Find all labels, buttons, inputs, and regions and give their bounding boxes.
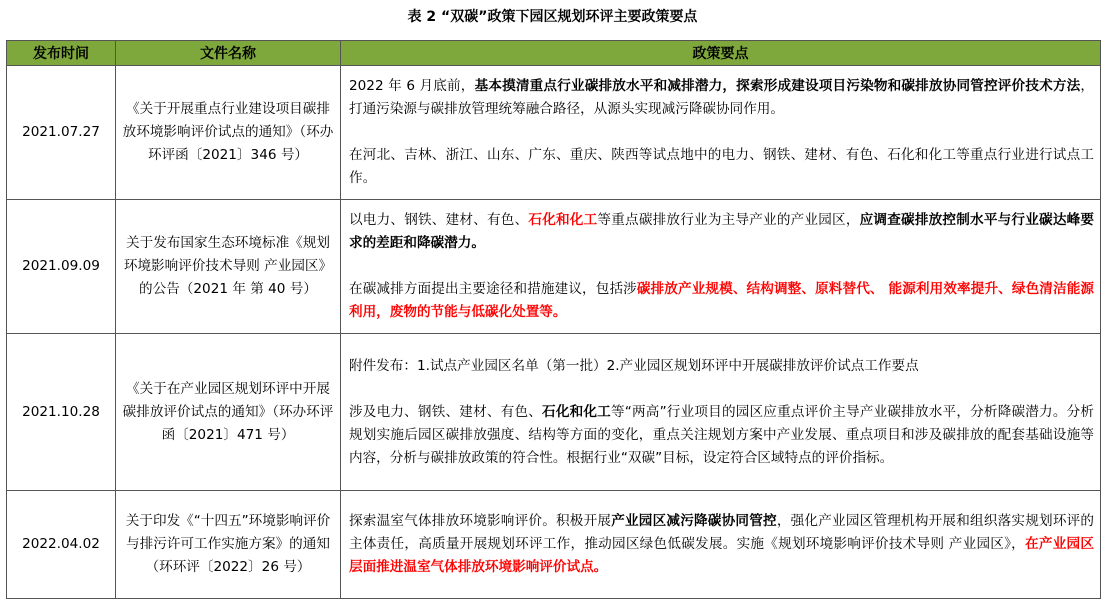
policy-paragraph [349,278,1094,324]
policy-paragraph [349,510,1094,579]
emphasis-bold-text: 基本摸清重点行业碳排放水平和减排潜力，探索形成建设项目污染物和碳排放协同管控评价技术方法 [474,78,1081,94]
document-name: 关于发布国家生态环境标准《规划环境影响评价技术导则 产业园区》的公告（2021 年 第 40 号） [116,200,341,334]
policy-text: ，打通污染源与碳排放管理统筹融合路径，从源头实现减污降碳协同作用。 [349,78,1094,117]
table-row [7,491,1101,599]
policy-points [341,334,1101,491]
table-row [7,334,1101,491]
policy-text: ，强化产业园区管理机构开展和组织落实规划环评的主体责任，高质量开展规划环评工作，推动园区绿色低碳发展。实施《规划环境影响评价技术导则 产业园区》， [349,513,1095,552]
policy-points [341,66,1101,200]
release-date: 2022.04.02 [7,491,116,599]
policy-paragraph [349,355,1094,378]
release-date: 2021.09.09 [7,200,116,334]
header-points: 政策要点 [341,41,1101,66]
policy-text: 等“两高”行业项目的园区应重点评价主导产业碳排放水平，分析降碳潜力。分析规划实施后园区碳排放强度、结构等方面的变化，重点关注规划方案中产业发展、重点项目和涉及碳排放的配套基础设施等内容，分析与碳排放政策的符合性。根据行业“双碳”目标，设定符合区域特点的评价指标。 [349,403,1095,466]
policy-paragraph [349,144,1094,190]
header-doc: 文件名称 [116,41,341,66]
policy-paragraph [349,75,1094,121]
highlight-red-text: 碳排放产业规模、结构调整、原料替代、 能源利用效率提升、绿色清洁能源利用，废物的节能与低碳化处置等。 [349,281,1095,320]
policy-paragraph [349,209,1094,255]
table-row [7,200,1101,334]
policy-text: 附件发布：1.试点产业园区名单（第一批）2.产业园区规划环评中开展碳排放评价试点工作要点 [349,357,919,374]
document-name: 《关于开展重点行业建设项目碳排放环境影响评价试点的通知》（环办环评函〔2021〕346 号） [116,66,341,200]
policy-text: 2022 年 6 月底前， [349,78,475,94]
highlight-red-text: 在产业园区层面推进温室气体排放环境影响评价试点。 [349,536,1094,575]
policy-text: 探索温室气体排放环境影响评价。积极开展 [349,513,612,529]
header-date: 发布时间 [7,41,116,66]
emphasis-bold-text: 石化和化工 [542,403,611,420]
policy-text: 在碳减排方面提出主要途径和措施建议，包括涉 [349,281,637,297]
policy-text: 涉及电力、钢铁、建材、有色、 [349,403,543,420]
release-date: 2021.07.27 [7,66,116,200]
document-name: 《关于在产业园区规划环评中开展碳排放评价试点的通知》（环办环评函〔2021〕471 号） [116,334,341,491]
policy-table [6,40,1101,599]
policy-text: 等重点碳排放行业为主导产业的产业园区， [597,212,860,228]
policy-points [341,200,1101,334]
table-header-row [7,41,1101,66]
policy-text: 在河北、吉林、浙江、山东、广东、重庆、陕西等试点地中的电力、钢铁、建材、有色、石化和化工等重点行业进行试点工作。 [349,147,1094,186]
policy-text: 以电力、钢铁、建材、有色、 [349,212,529,228]
table-row [7,66,1101,200]
policy-paragraph [349,401,1094,470]
emphasis-bold-text: 产业园区减污降碳协同管控 [611,513,777,529]
policy-points [341,491,1101,599]
emphasis-bold-text: 应调查碳排放控制水平与行业碳达峰要求的差距和降碳潜力。 [349,212,1095,251]
release-date: 2021.10.28 [7,334,116,491]
highlight-red-text: 石化和化工 [528,212,598,228]
table-title: 表 2 “双碳”政策下园区规划环评主要政策要点 [407,9,698,25]
document-name: 关于印发《“十四五”环境影响评价与排污许可工作实施方案》的通知（环环评〔2022〕26 号） [116,491,341,599]
